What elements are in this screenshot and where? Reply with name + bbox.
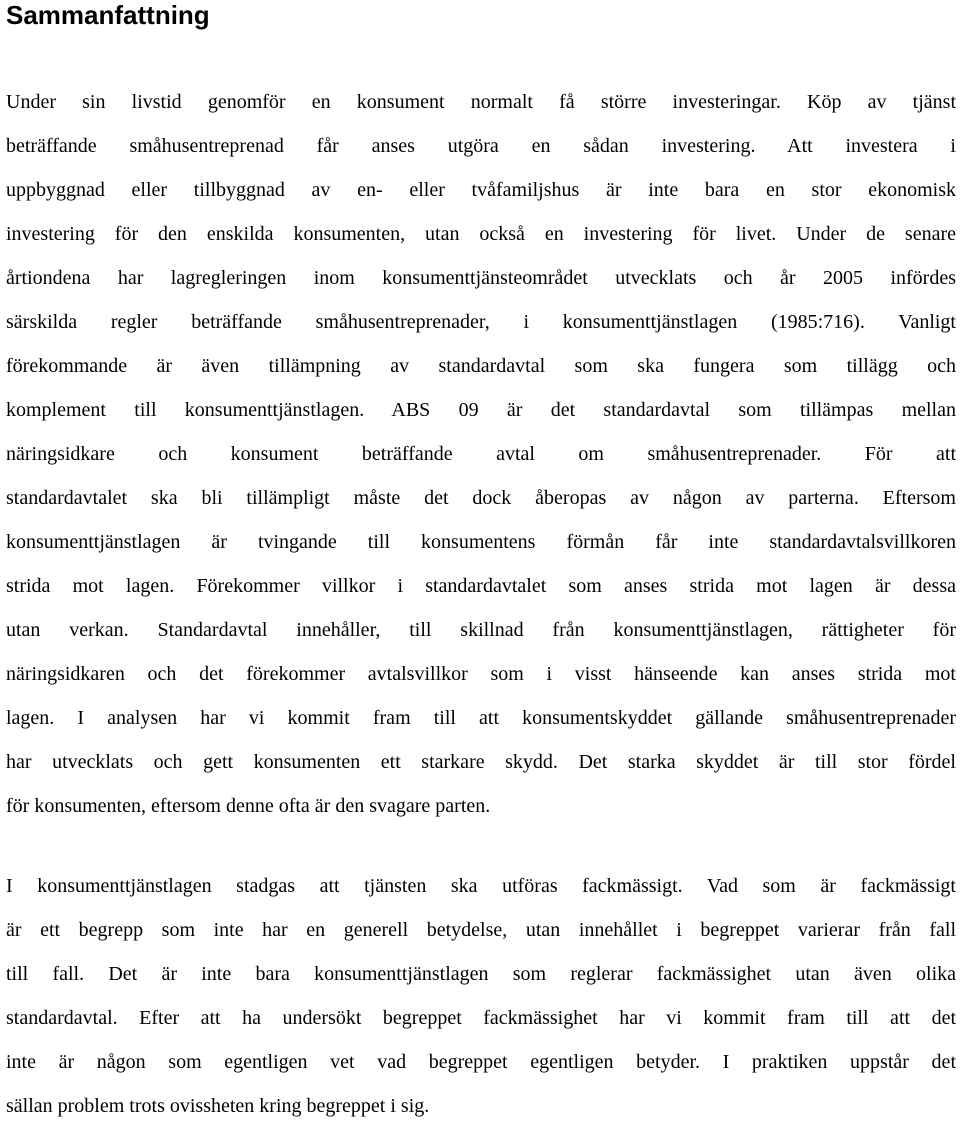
text-line: har utvecklats och gett konsumenten ett starkare skydd. Det starka skyddet är till stor fördel	[6, 751, 956, 773]
paragraph-summary	[6, 90, 956, 838]
text-line: standardavtalet ska bli tillämpligt måste det dock åberopas av någon av parterna. Eftersom	[6, 487, 956, 509]
text-line: näringsidkaren och det förekommer avtalsvillkor som i visst hänseende kan anses strida mot	[6, 663, 956, 685]
text-line: strida mot lagen. Förekommer villkor i standardavtalet som anses strida mot lagen är dessa	[6, 575, 956, 597]
text-line: förekommande är även tillämpning av standardavtal som ska fungera som tillägg och	[6, 355, 956, 377]
paragraph-fackmassighet	[6, 874, 956, 1138]
text-line: I konsumenttjänstlagen stadgas att tjänsten ska utföras fackmässigt. Vad som är fackmässigt	[6, 875, 956, 897]
text-line: inte är någon som egentligen vet vad begreppet egentligen betyder. I praktiken uppstår det	[6, 1051, 956, 1073]
text-line: beträffande småhusentreprenad får anses utgöra en sådan investering. Att investera i	[6, 135, 956, 157]
text-line: sällan problem trots ovissheten kring begreppet i sig.	[6, 1095, 430, 1117]
text-line: konsumenttjänstlagen är tvingande till konsumentens förmån får inte standardavtalsvillkoren	[6, 531, 956, 553]
text-line: komplement till konsumenttjänstlagen. ABS 09 är det standardavtal som tillämpas mellan	[6, 399, 956, 421]
text-line: är ett begrepp som inte har en generell betydelse, utan innehållet i begreppet varierar från fall	[6, 919, 956, 941]
text-line: standardavtal. Efter att ha undersökt begreppet fackmässighet har vi kommit fram till att det	[6, 1007, 956, 1029]
text-line: utan verkan. Standardavtal innehåller, till skillnad från konsumenttjänstlagen, rättigheter för	[6, 619, 956, 641]
text-line: näringsidkare och konsument beträffande avtal om småhusentreprenader. För att	[6, 443, 956, 465]
page-title: Sammanfattning	[6, 0, 210, 30]
text-line: lagen. I analysen har vi kommit fram till att konsumentskyddet gällande småhusentreprenader	[6, 707, 956, 729]
text-line: särskilda regler beträffande småhusentreprenader, i konsumenttjänstlagen (1985:716). Vanligt	[6, 311, 956, 333]
text-line: investering för den enskilda konsumenten, utan också en investering för livet. Under de senare	[6, 223, 956, 245]
text-line: uppbyggnad eller tillbyggnad av en- eller tvåfamiljshus är inte bara en stor ekonomisk	[6, 179, 956, 201]
text-line: Under sin livstid genomför en konsument normalt få större investeringar. Köp av tjänst	[6, 91, 956, 113]
text-line: till fall. Det är inte bara konsumenttjänstlagen som reglerar fackmässighet utan även olika	[6, 963, 956, 985]
text-line: årtiondena har lagregleringen inom konsumenttjänsteområdet utvecklats och år 2005 infördes	[6, 267, 956, 289]
text-line: för konsumenten, eftersom denne ofta är den svagare parten.	[6, 795, 491, 817]
